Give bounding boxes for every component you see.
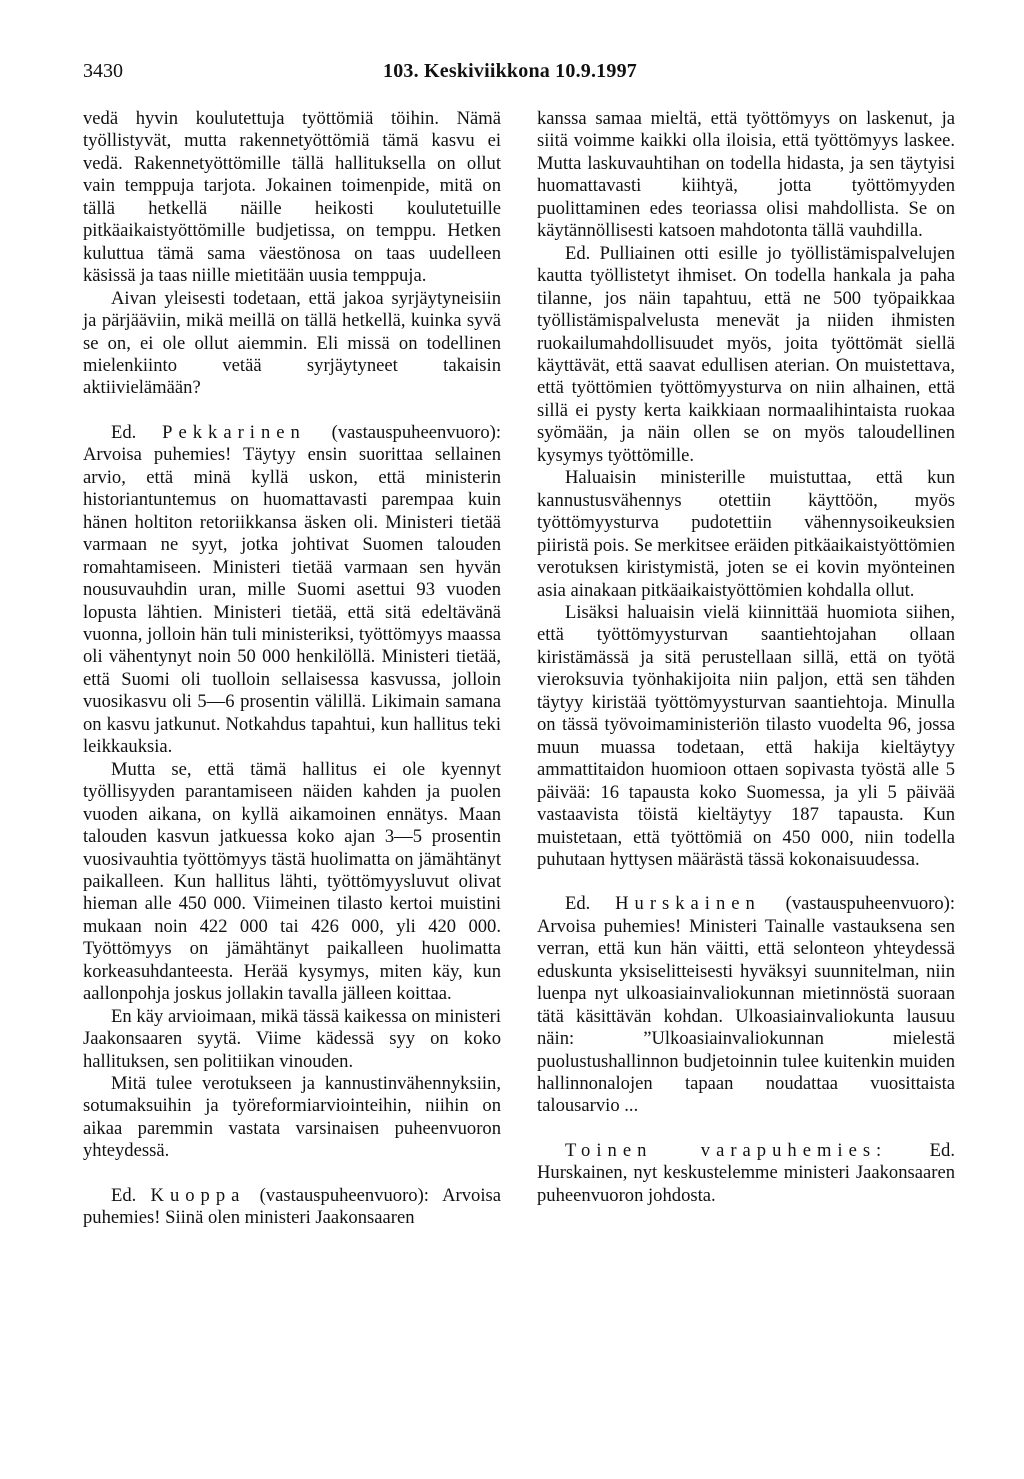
speech-paragraph <box>83 1185 501 1230</box>
speech-text: (vastauspuheenvuoro): Arvoisa puhemies! Siinä olen ministeri Jaakonsaaren <box>83 1184 501 1229</box>
speaker-name: Pekkarinen <box>162 421 306 443</box>
speech-text: Ed. Hurskainen, nyt keskustelemme ministeri Jaakonsaaren puheenvuoron johdosta. <box>537 1139 955 1206</box>
left-column <box>83 108 501 1230</box>
speech-paragraph <box>537 1140 955 1207</box>
speaker-name: Kuoppa <box>150 1184 246 1206</box>
spacer <box>83 400 501 422</box>
spacer <box>537 1118 955 1140</box>
paragraph: kanssa samaa mieltä, että työttömyys on laskenut, ja siitä voimme kaikki olla iloisia, että työttömyys laskee. Mutta laskuvauhtihan on todella hidasta, ja sen täytyisi huomattavasti kiihtyä, jotta työttömyyden puolittaminen edes teoriassa olisi mahdollista. Se on käytännöllisesti katsoen mahdotonta tällä vauhdilla. <box>537 108 955 242</box>
spacer <box>83 1163 501 1185</box>
running-title: 103. Keskiviikkona 10.9.1997 <box>383 60 637 82</box>
paragraph: Lisäksi haluaisin vielä kiinnittää huomiota siihen, että työttömyysturvan saantiehtojahan ollaan kiristämässä ja sitä perustellaan sillä, että on työtä vieroksuvia työnhakijoita niin paljon, että sen tähden täytyy kiristää työttömyysturvan saantiehtoja. Minulla on tässä työvoimaministeriön tilasto vuodelta 96, jossa muun muassa todetaan, että hakija kieltäytyy ammattitaidon huomioon ottaen sopivasta työstä alle 5 päivää: 16 tapausta koko Suomessa, ja yli 5 päivää vastaavista töistä kieltäytyy 187 tapausta. Kun muistetaan, että työttömiä on 450 000, niin todella puhutaan hyttysen määrästä tässä kokonaisuudessa. <box>537 601 955 870</box>
spacer <box>537 871 955 893</box>
page-number: 3430 <box>83 60 123 82</box>
paragraph: En käy arvioimaan, mikä tässä kaikessa on ministeri Jaakonsaaren syytä. Viime kädessä syy on koko hallituksen, sen politiikan vinouden. <box>83 1005 501 1072</box>
speaker-prefix: Ed. <box>111 421 137 443</box>
speaker-name: Hurskainen <box>615 893 761 915</box>
speaker-prefix: Ed. <box>111 1184 137 1206</box>
paragraph: vedä hyvin koulutettuja työttömiä töihin. Nämä työllistyvät, mutta rakennetyöttömiä tämä kasvu ei vedä. Rakennetyöttömille tällä hallituksella on ollut vain temppuja tarjota. Jokainen toimenpide, mitä on tällä hetkellä näille heikosti koulutetuille pitkäaikaistyöttömille budjetissa, on temppu. Hetken kuluttua tämä sama väestönosa on taas uudelleen käsissä ja taas niille mietitään uusia temppuja. <box>83 108 501 287</box>
speaker-prefix: Ed. <box>565 893 591 915</box>
speaker-name: Toinen varapuhemies: <box>565 1139 888 1161</box>
page-header <box>83 60 953 90</box>
paragraph: Aivan yleisesti todetaan, että jakoa syrjäytyneisiin ja pärjääviin, mikä meillä on tällä hetkellä, kuinka syvä se on, ei ole ollut aiemmin. Eli missä on todellinen mielenkiinto vetää syrjäytyneet takaisin aktiivielämään? <box>83 287 501 399</box>
paragraph: Mutta se, että tämä hallitus ei ole kyennyt työllisyyden parantamiseen näiden kahden ja puolen vuoden aikana, on kyllä aikamoinen ennätys. Maan talouden kasvun jatkuessa koko ajan 3—5 prosentin vuosivauhtia työttömyys tästä huolimatta on jämähtänyt paikalleen. Kun hallitus lähti, työttömyysluvut olivat hieman alle 450 000. Viimeinen tilasto kertoi muistini mukaan noin 422 000 tai 426 000, yli 420 000. Työttömyys on jämähtänyt paikalleen huolimatta korkeasuhdanteesta. Herää kysymys, miten käy, kun aallonpohja joskus jollakin tavalla jälleen koittaa. <box>83 758 501 1005</box>
speech-paragraph <box>537 893 955 1118</box>
right-column <box>537 108 955 1207</box>
paragraph: Ed. Pulliainen otti esille jo työllistämispalvelujen kautta työllistetyt ihmiset. On todella hankala ja paha tilanne, jos näin tapahtuu, että ne 500 työpaikkaa työllistämispalvelusta menevät ja niiden ihmisten ruokailumahdollisuudet myös, joita työttömät siellä käyttävät, että saavat edullisen aterian. On muistettava, että työttömien työttömyysturva on niin alhainen, että sillä ei pysty kerta kaikkiaan normaalihintaista ruokaa syömään, ja näin ollen se on myös taloudellinen kysymys työttömille. <box>537 242 955 466</box>
paragraph: Haluaisin ministerille muistuttaa, että kun kannustusvähennys otettiin käyttöön, myös työttömyysturva pudotettiin vähennysoikeuksien piiristä pois. Se merkitsee eräiden pitkäaikaistyöttömien verotuksen kiristymistä, joten se ei kovin myönteinen asia ainakaan pitkäaikaistyöttömien kohdalla ollut. <box>537 467 955 601</box>
speech-text: (vastauspuheenvuoro): Arvoisa puhemies! Ministeri Tainalle vastauksena sen verran, että kun hän väitti, että selonteon yhteydessä eduskunta yksiselitteisesti hyväksyi suunnitelman, niin luenpa nyt ulkoasiainvaliokunnan mietinnöstä suoraan tätä käsittävän kohdan. Ulkoasiainvaliokunta lausuu näin: ”Ulkoasiainvaliokunnan mielestä puolustushallinnon budjetoinnin tulee kuitenkin muiden hallinnonalojen tapaan noudattaa vuosittaista talousarvio ... <box>537 893 955 1117</box>
speech-paragraph <box>83 422 501 759</box>
speech-text: (vastauspuheenvuoro): Arvoisa puhemies! Täytyy ensin suorittaa sellainen arvio, että minä kyllä uskon, että ministerin historiantuntemus on huomattavasti parempaa kuin hänen holtiton retoriikkansa äsken oli. Ministeri tietää varmaan ne syyt, jotka johtivat Suomen talouden romahtamiseen. Ministeri tietää varmaan sen hyvän nousuvauhdin uran, mille Suomi asettui 93 vuoden lopusta lähtien. Ministeri tietää, että sitä edeltävänä vuonna, jolloin hän tuli ministeriksi, työttömyys maassa oli vähentynyt noin 50 000 henkilöllä. Ministeri tietää, että Suomi oli tuolloin sellaisessa kasvussa, jolloin vuosikasvu oli 5—6 prosentin välillä. Likimain samana on kasvu jatkunut. Notkahdus tapahtui, kun hallitus teki leikkauksia. <box>83 421 501 758</box>
paragraph: Mitä tulee verotukseen ja kannustinvähennyksiin, sotumaksuihin ja työreformiarviointeihin, niihin on aikaa paremmin vastata varsinaisen puheenvuoron yhteydessä. <box>83 1073 501 1162</box>
